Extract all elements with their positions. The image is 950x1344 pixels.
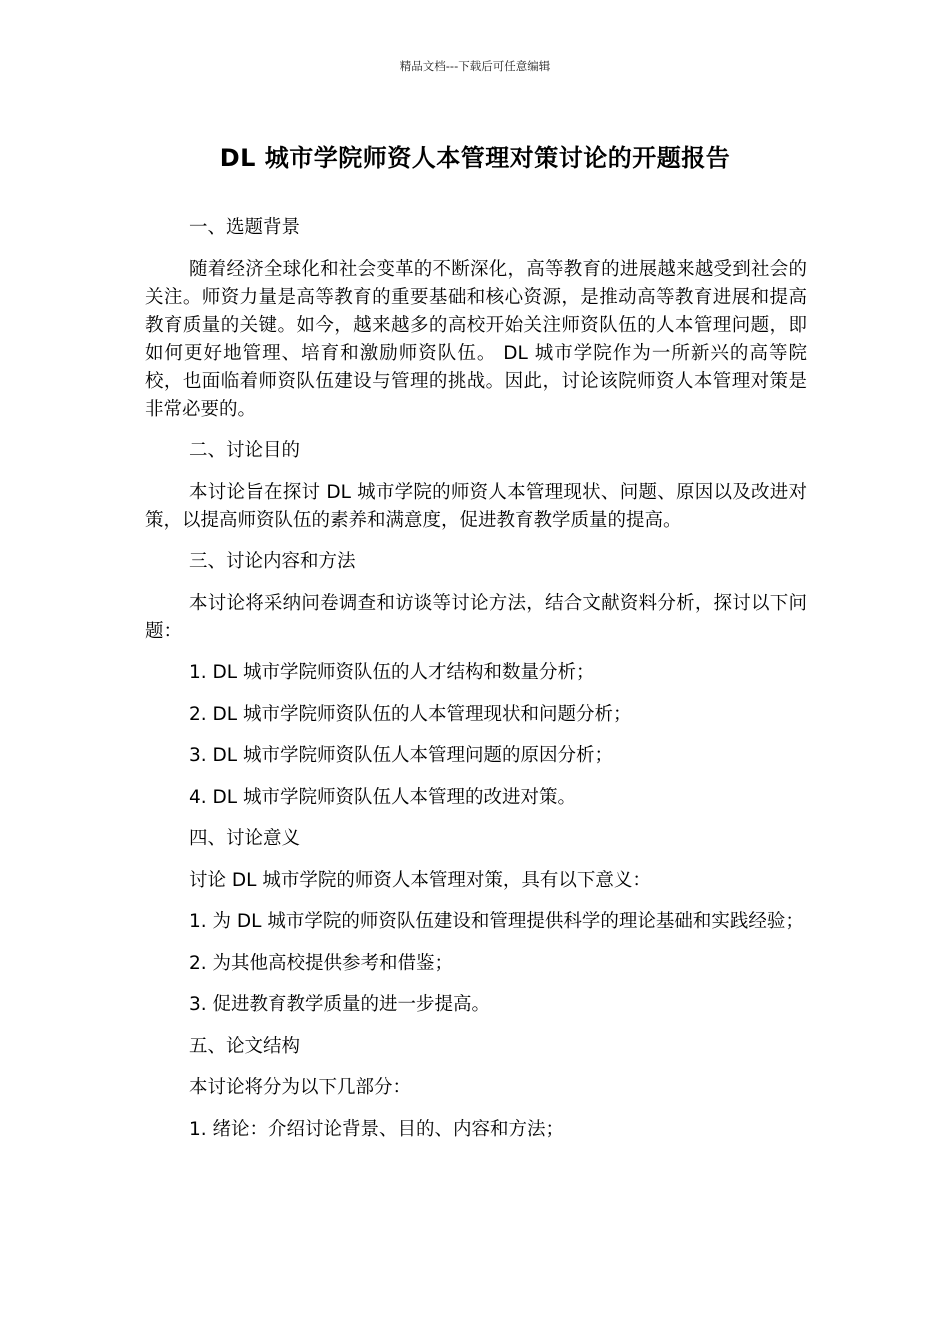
paragraph-structure: 本讨论将分为以下几部分： [189, 1077, 412, 1098]
section-heading-structure: 五、论文结构 [189, 1035, 301, 1057]
section-heading-purpose: 二、讨论目的 [189, 440, 301, 461]
list-item: 3. 促进教育教学质量的进一步提高。 [189, 994, 491, 1015]
list-item: 2. 为其他高校提供参考和借鉴； [189, 952, 454, 974]
list-item: 1. DL 城市学院师资队伍的人才结构和数量分析； [189, 662, 595, 683]
paragraph-significance: 讨论 DL 城市学院的师资人本管理对策，具有以下意义： [189, 869, 651, 891]
list-item: 1. 绪论：介绍讨论背景、目的、内容和方法； [189, 1118, 565, 1140]
section-heading-background: 一、选题背景 [189, 217, 301, 238]
list-item: 1. 为 DL 城市学院的师资队伍建设和管理提供科学的理论基础和实践经验； [189, 911, 804, 932]
document-title: DL 城市学院师资人本管理对策讨论的开题报告 [219, 144, 731, 172]
paragraph-purpose: 本讨论旨在探讨 DL 城市学院的师资人本管理现状、问题、原因以及改进对策，以提高师资队伍的素养和满意度，促进教育教学质量的提高。 [145, 481, 807, 531]
list-item: 2. DL 城市学院师资队伍的人本管理现状和问题分析； [189, 703, 632, 725]
page-header-note: 精品文档---下载后可任意编辑 [399, 59, 551, 73]
section-heading-content-method: 三、讨论内容和方法 [189, 551, 356, 572]
paragraph-background: 随着经济全球化和社会变革的不断深化，高等教育的进展越来越受到社会的关注。师资力量是高等教育的重要基础和核心资源，是推动高等教育进展和提高教育质量的关键。如今，越来越多的高校开始关注师资队伍的人本管理问题，即如何更好地管理、培育和激励师资队伍。 DL 城市学院作为一所新兴的高等院校，也面临着师资队伍建设与管理的挑战。因此，讨论该院师资人本管理对策是非常必要的。 [145, 258, 807, 420]
section-heading-significance: 四、讨论意义 [189, 828, 301, 849]
document-body [145, 214, 807, 1157]
paragraph-content-method: 本讨论将采纳问卷调查和访谈等讨论方法，结合文献资料分析，探讨以下问题： [145, 592, 807, 642]
list-item: 3. DL 城市学院师资队伍人本管理问题的原因分析； [189, 745, 613, 766]
list-item: 4. DL 城市学院师资队伍人本管理的改进对策。 [189, 786, 576, 808]
